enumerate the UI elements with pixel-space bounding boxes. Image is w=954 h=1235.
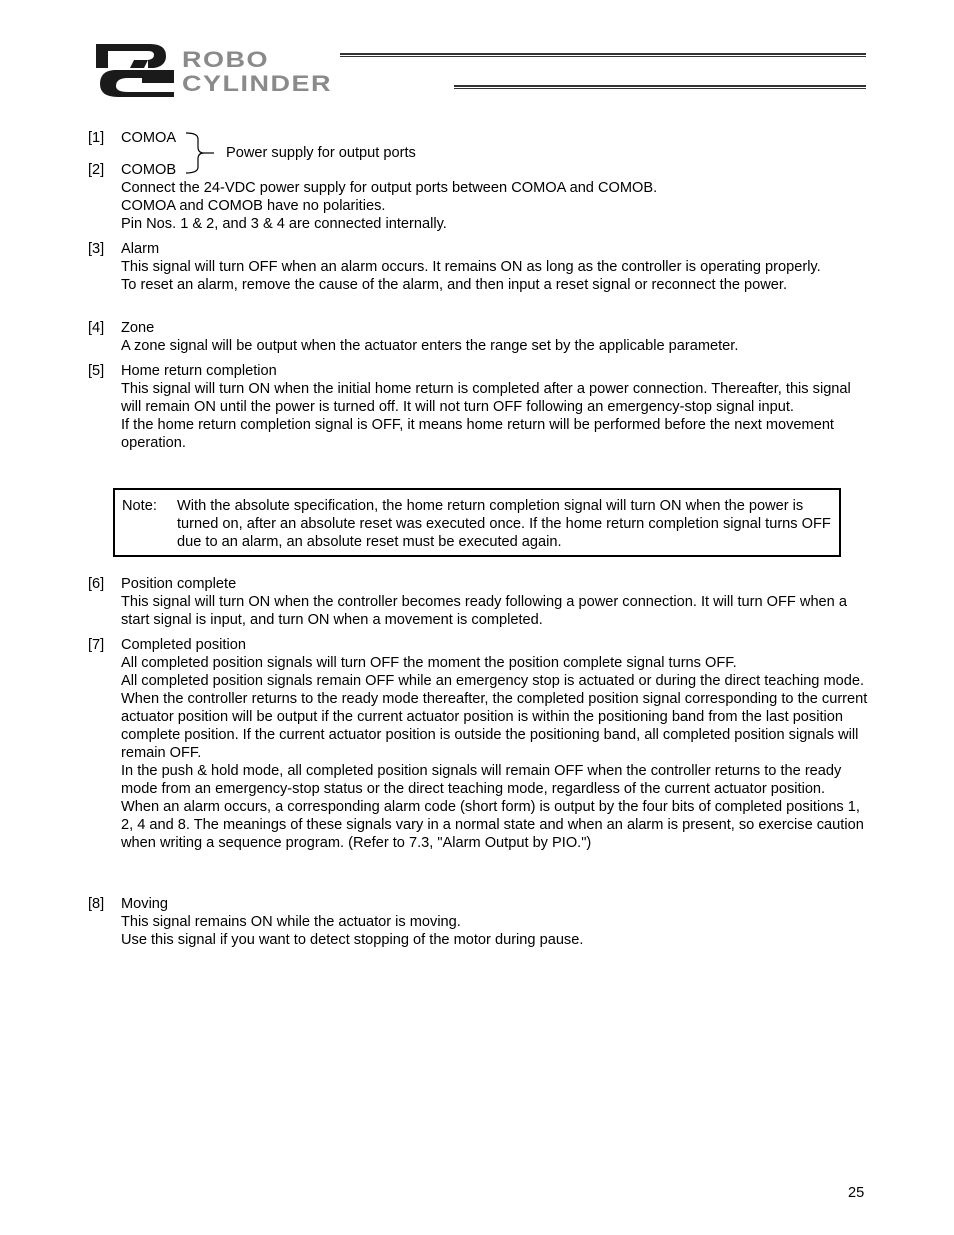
item-6 [88, 575, 868, 629]
item-number: [6] [88, 576, 105, 592]
item-text: When the controller returns to the ready mode thereafter, the completed position signal corresponding to the current actuator position will be output if the current actuator position is within the positioning band from the last position complete position. If the current actuator position is outside the positioning band, all completed position signals will remain OFF. [121, 691, 868, 761]
item-number: [8] [88, 896, 105, 912]
page-header [94, 40, 866, 100]
item-text: When an alarm occurs, a corresponding alarm code (short form) is output by the four bits of completed positions 1, 2, 4 and 8. The meanings of these signals vary in a normal state and when an alarm is present, so exercise caution when writing a sequence program. (Refer to 7.3, "Alarm Output by PIO.") [121, 799, 864, 851]
item-text: COMOA and COMOB have no polarities. [121, 198, 386, 214]
item-number: [3] [88, 241, 105, 257]
item-text: Use this signal if you want to detect stopping of the motor during pause. [121, 932, 584, 948]
item-text: This signal will turn ON when the controller becomes ready following a power connection. It will turn OFF when a start signal is input, and turn ON when a movement is completed. [121, 594, 847, 628]
rc-logo-icon [94, 40, 178, 98]
item-number: [5] [88, 363, 105, 379]
item-text: All completed position signals remain OFF while an emergency stop is actuated or during the direct teaching mode. [121, 673, 865, 689]
item-title: Alarm [121, 241, 160, 257]
item-2 [88, 161, 868, 233]
note-box [113, 488, 841, 557]
item-7 [88, 636, 868, 852]
item-text: If the home return completion signal is OFF, it means home return will be performed before the next movement operation. [121, 417, 834, 451]
item-number: [7] [88, 637, 105, 653]
header-rule-top [340, 53, 866, 57]
note-text: With the absolute specification, the home return completion signal will turn ON when the power is turned on, after an absolute reset was executed once. If the home return completion signal turns OFF due to an alarm, an absolute reset must be executed again. [177, 498, 831, 550]
item-title: Completed position [121, 637, 246, 653]
item-title: COMOB [121, 162, 177, 178]
item-text: All completed position signals will turn OFF the moment the position complete signal turns OFF. [121, 655, 737, 671]
logo-text-robo: ROBO [182, 47, 269, 72]
brace-label: Power supply for output ports [226, 145, 416, 161]
item-title: Home return completion [121, 363, 277, 379]
item-1 [88, 129, 177, 147]
note-label: Note: [122, 498, 157, 514]
item-title: Position complete [121, 576, 237, 592]
header-rule-bottom [454, 85, 866, 89]
item-text: To reset an alarm, remove the cause of the alarm, and then input a reset signal or reconnect the power. [121, 277, 788, 293]
item-title: Zone [121, 320, 155, 336]
item-text: In the push & hold mode, all completed position signals will remain OFF when the controller returns to the ready mode from an emergency-stop status or the direct teaching mode, regardless of the current actuator position. [121, 763, 842, 797]
item-title: COMOA [121, 130, 177, 146]
item-5 [88, 362, 868, 452]
item-4 [88, 319, 868, 355]
item-text: Pin Nos. 1 & 2, and 3 & 4 are connected internally. [121, 216, 447, 232]
item-3 [88, 240, 868, 294]
item-number: [4] [88, 320, 105, 336]
item-text: This signal will turn OFF when an alarm occurs. It remains ON as long as the controller is operating properly. [121, 259, 821, 275]
item-text: A zone signal will be output when the actuator enters the range set by the applicable parameter. [121, 338, 739, 354]
item-text: Connect the 24-VDC power supply for output ports between COMOA and COMOB. [121, 180, 658, 196]
logo-text-cylinder: CYLINDER [182, 71, 333, 96]
item-title: Moving [121, 896, 169, 912]
item-number: [2] [88, 162, 105, 178]
item-number: [1] [88, 130, 105, 146]
page-number: 25 [848, 1185, 865, 1201]
item-8 [88, 895, 868, 949]
item-text: This signal remains ON while the actuator is moving. [121, 914, 461, 930]
item-text: This signal will turn ON when the initial home return is completed after a power connection. Thereafter, this signal will remain ON until the power is turned off. It will not turn OFF following an emergency-stop signal input. [121, 381, 851, 415]
